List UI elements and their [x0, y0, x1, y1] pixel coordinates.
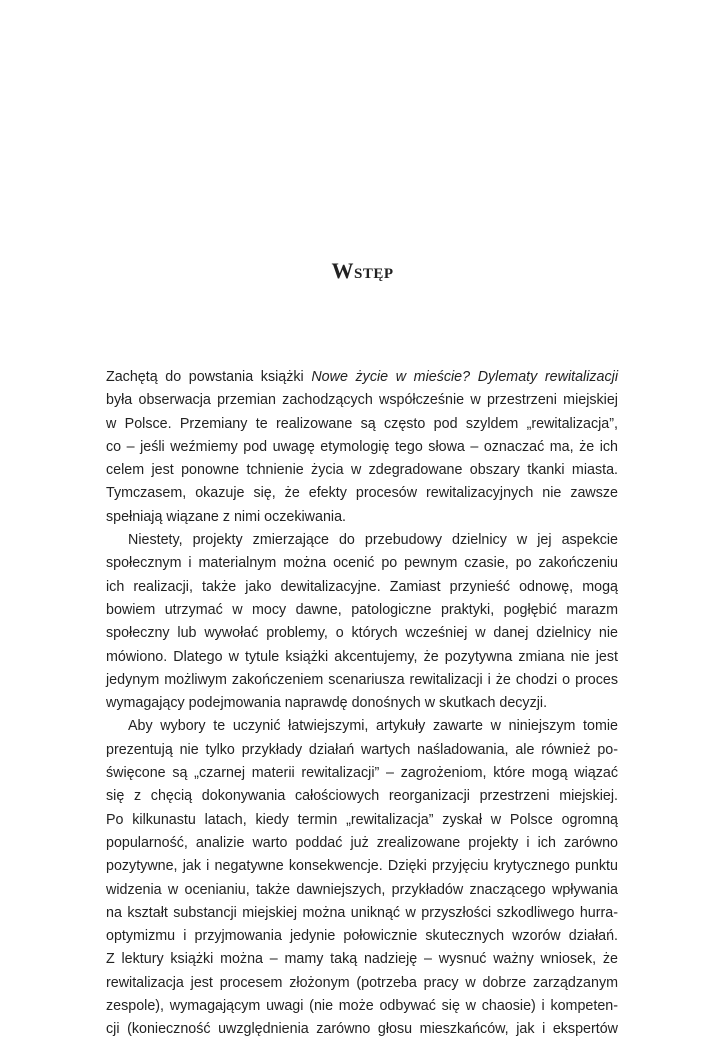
- book-title-italic: Nowe życie w mieście? Dylematy rewitalizacji: [311, 369, 618, 385]
- text-line: Aby wybory te uczynić łatwiejszymi, artykuły zawarte w niniejszym tomie: [128, 718, 618, 735]
- text-line: w Polsce. Przemiany te realizowane są często pod szyldem „rewitalizacja”,: [106, 415, 618, 432]
- text-line: cji (konieczność uwzględnienia zarówno głosu mieszkańców, jak i ekspertów: [106, 1021, 618, 1038]
- text-line: bowiem utrzymać w mocy dawne, patologiczne praktyki, pogłębić marazm: [106, 601, 618, 618]
- text-line: społecznym i materialnym można ocenić po pewnym czasie, po zakończeniu: [106, 555, 618, 572]
- text-line: [106, 366, 618, 389]
- text-line: na kształt substancji miejskiej można uniknąć w przyszłości szkodliwego hurra-: [106, 904, 618, 921]
- text-line: rewitalizacja jest procesem złożonym (potrzeba pracy w dobrze zarządzanym: [106, 974, 618, 991]
- text-line: Z lektury książki można – mamy taką nadzieję – wysnuć ważny wniosek, że: [106, 951, 618, 968]
- text-line: prezentują nie tylko przykłady działań wartych naśladowania, ale również po-: [106, 741, 618, 758]
- text-line: popularność, analizie warto poddać już zrealizowane projekty i ich zarówno: [106, 834, 618, 851]
- text-line: zespole), wymagającym uwagi (nie może odbywać się w chaosie) i kompeten-: [106, 998, 618, 1015]
- text-line: pozytywne, jak i negatywne konsekwencje. Dzięki przyjęciu krytycznego punktu: [106, 858, 618, 875]
- text-line: Niestety, projekty zmierzające do przebudowy dzielnicy w jej aspekcie: [128, 532, 618, 549]
- text-line: wymagający podejmowania naprawdę donośnych w skutkach decyzji.: [106, 695, 548, 712]
- text-line: Tymczasem, okazuje się, że efekty procesów rewitalizacyjnych nie zawsze: [106, 485, 618, 502]
- text-line: widzenia w ocenianiu, także dawniejszych, przykładów znaczącego wpływania: [106, 881, 618, 898]
- text-line: jedynym możliwym zakończeniem scenariusza rewitalizacji i że chodzi o proces: [106, 671, 618, 688]
- chapter-title: Wstęp: [331, 258, 394, 283]
- text-line: celem jest ponowne tchnienie życia w zdegradowane obszary tkanki miasta.: [106, 462, 618, 479]
- text-line: święcone są „czarnej materii rewitalizacji” – zagrożeniom, które mogą wiązać: [106, 765, 618, 782]
- text-line: ich realizacji, także jako dewitalizacyjne. Zamiast przynieść odnowę, mogą: [106, 578, 618, 595]
- text-line: się z chęcią dokonywania całościowych reorganizacji przestrzeni miejskiej.: [106, 788, 618, 805]
- text-line: optymizmu i przyjmowania jedynie połowicznie skutecznych wzorów działań.: [106, 928, 618, 945]
- text-run: Zachętą do powstania książki: [106, 369, 312, 385]
- text-line: Po kilkunastu latach, kiedy termin „rewitalizacja” zyskał w Polsce ogromną: [106, 811, 618, 828]
- text-line: co – jeśli weźmiemy pod uwagę etymologię tego słowa – oznaczać ma, że ich: [106, 438, 618, 455]
- body-text: [106, 366, 618, 1042]
- text-line: mówiono. Dlatego w tytule książki akcentujemy, że pozytywna zmiana nie jest: [106, 648, 618, 665]
- text-line: społeczny lub wywołać problemy, o których wcześniej w danej dzielnicy nie: [106, 625, 618, 642]
- text-line: była obserwacja przemian zachodzących współcześnie w przestrzeni miejskiej: [106, 392, 618, 409]
- text-line: spełniają wiązane z nimi oczekiwania.: [106, 508, 346, 525]
